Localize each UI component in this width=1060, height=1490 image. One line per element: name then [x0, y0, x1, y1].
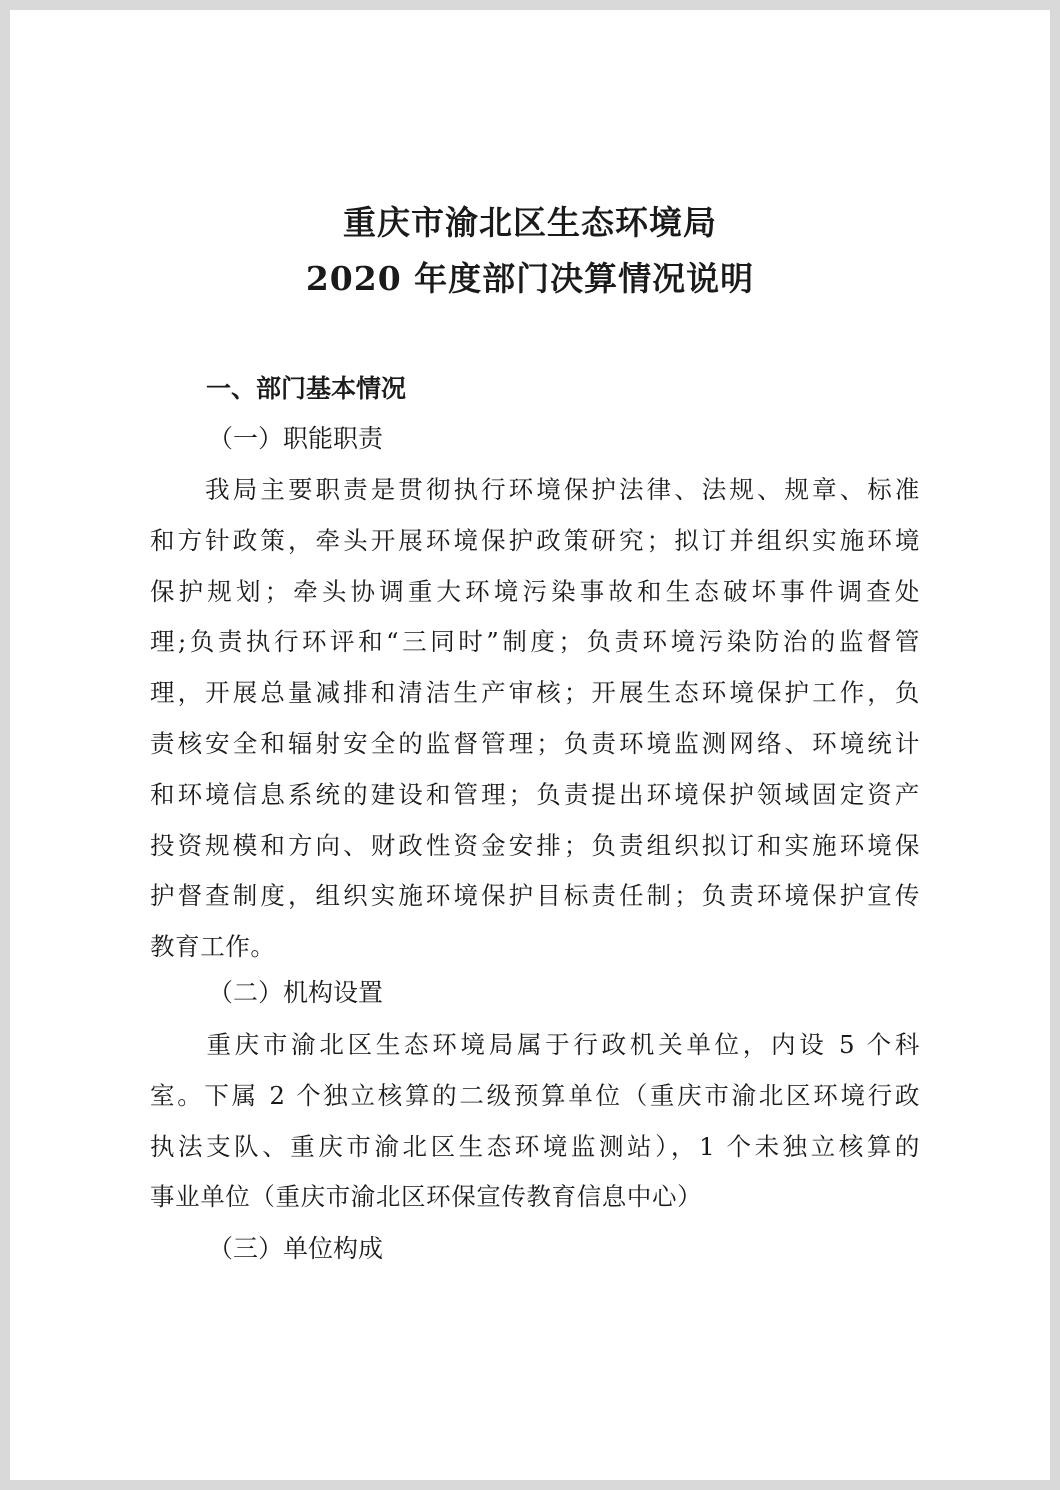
subsection-heading-organization: （二）机构设置 — [208, 978, 384, 1007]
subsection-heading-units: （三）单位构成 — [208, 1234, 384, 1263]
paragraph-line: 护督查制度，组织实施环境保护目标责任制；负责环境保护宣传 — [150, 881, 920, 911]
duties-paragraph — [150, 465, 920, 973]
section-heading-basic-info: 一、部门基本情况 — [206, 374, 407, 403]
organization-paragraph — [150, 1020, 920, 1223]
document-title: 重庆市渝北区生态环境局 — [343, 203, 717, 242]
paragraph-line: 教育工作。 — [150, 932, 276, 962]
paragraph-line: 保护规划；牵头协调重大环境污染事故和生态破坏事件调查处 — [150, 576, 920, 606]
paragraph-line: 重庆市渝北区生态环境局属于行政机关单位，内设 5 个科 — [150, 1030, 920, 1059]
paragraph-line: 理，开展总量减排和清洁生产审核；开展生态环境保护工作，负 — [150, 678, 920, 708]
paragraph-line: 事业单位（重庆市渝北区环保宣传教育信息中心） — [150, 1182, 703, 1212]
paragraph-line: 和方针政策，牵头开展环境保护政策研究；拟订并组织实施环境 — [150, 525, 920, 555]
paragraph-line: 我局主要职责是贯彻执行环境保护法律、法规、规章、标准 — [150, 475, 920, 504]
paragraph-line: 理;负责执行环评和“三同时”制度；负责环境污染防治的监督管 — [150, 627, 920, 657]
document-subtitle: 2020 年度部门决算情况说明 — [305, 259, 755, 298]
paragraph-line: 和环境信息系统的建设和管理；负责提出环境保护领域固定资产 — [150, 779, 920, 809]
document-page — [10, 10, 1050, 1480]
paragraph-line: 执法支队、重庆市渝北区生态环境监测站），1 个未独立核算的 — [150, 1131, 920, 1161]
paragraph-line: 责核安全和辐射安全的监督管理；负责环境监测网络、环境统计 — [150, 728, 920, 758]
paragraph-line: 投资规模和方向、财政性资金安排；负责组织拟订和实施环境保 — [150, 830, 920, 860]
subsection-heading-duties: （一）职能职责 — [208, 424, 384, 453]
paragraph-line: 室。下属 2 个独立核算的二级预算单位（重庆市渝北区环境行政 — [150, 1080, 920, 1110]
